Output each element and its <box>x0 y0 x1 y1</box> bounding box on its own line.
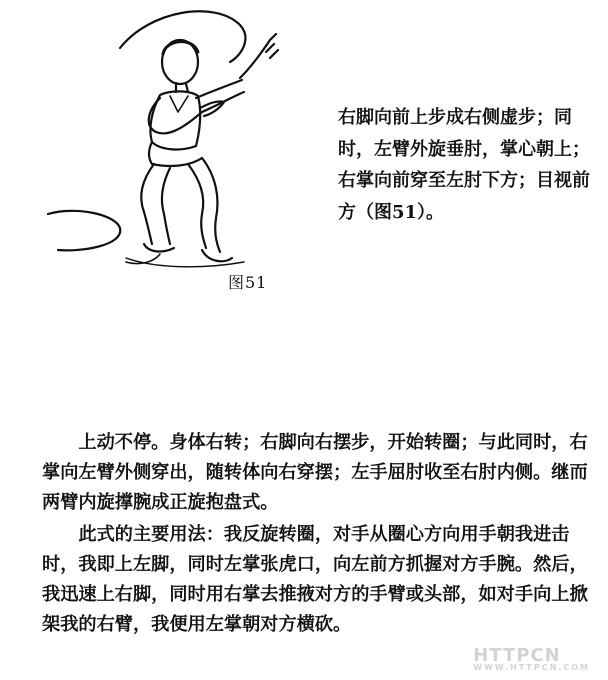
motion-arc <box>120 11 245 62</box>
figure-description <box>338 102 600 228</box>
figure-description-paragraph: 右脚向前上步成右侧虚步；同时，左臂外旋垂肘，掌心朝上；右掌向前穿至左肘下方；目视前方（图51）。 <box>338 107 590 223</box>
watermark <box>473 645 590 672</box>
watermark-url: WWW.HTTPCN.COM <box>473 663 590 672</box>
figure-caption: 图51 <box>228 273 268 292</box>
figure-51-illustration <box>30 0 330 280</box>
watermark-logo: HTTPCN <box>473 645 561 666</box>
paragraph-1: 上动不停。身体右转；右脚向右摆步，开始转圈；与此同时，右掌向左臂外侧穿出，随转体向右穿摆；左手屈肘收至右肘内侧。继而两臂内旋撑腕成正旋抱盘式。 <box>42 432 588 513</box>
body-text <box>42 428 598 640</box>
paragraph-2: 此式的主要用法：我反旋转圈，对手从圈心方向用手朝我进击时，我即上左脚，同时左掌张虎口，向左前方抓握对方手腕。然后，我迅速上右脚，同时用右掌去推掖对方的手臂或头部，如对手向上掀架我的右臂，我便用左掌朝对方横砍。 <box>42 524 588 635</box>
ground-circle-arc <box>48 211 120 251</box>
